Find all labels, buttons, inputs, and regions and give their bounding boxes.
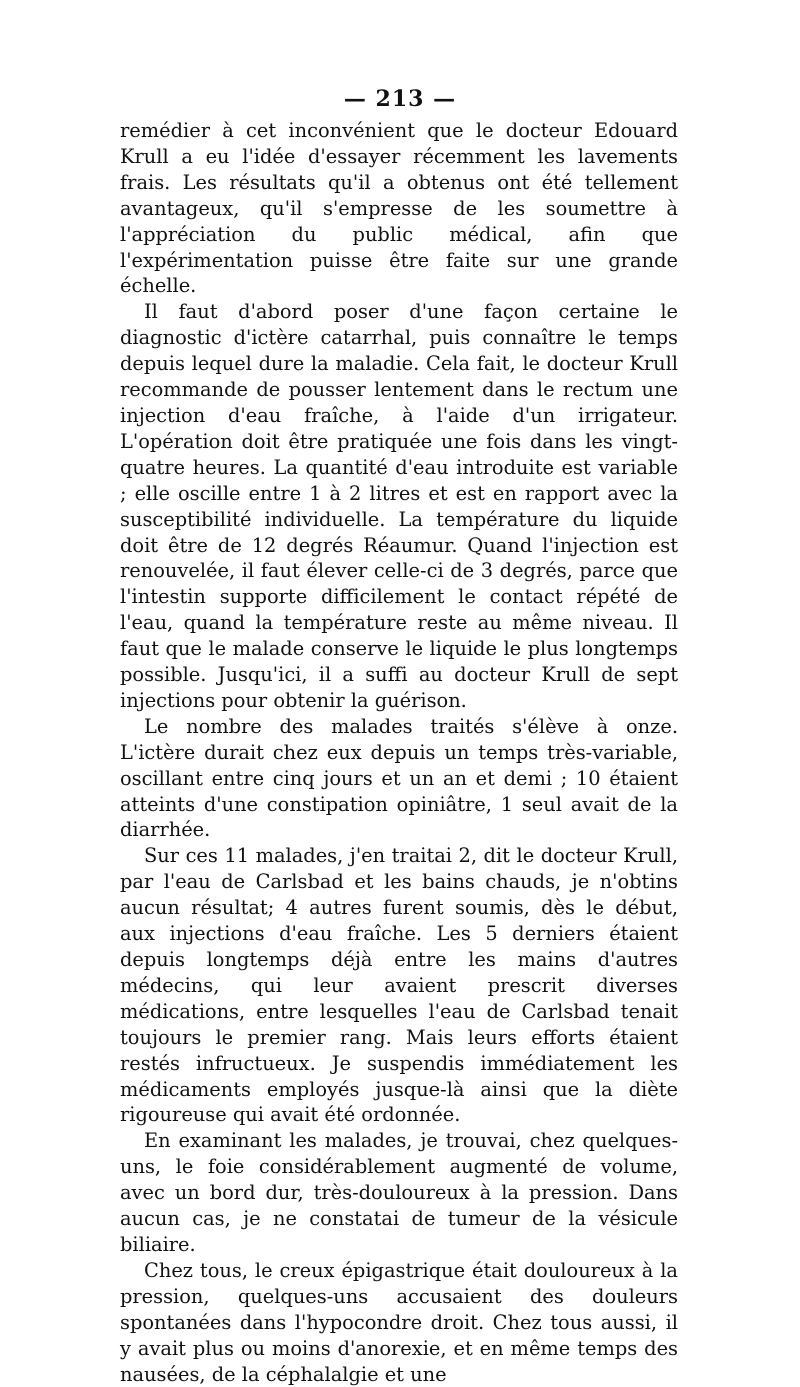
paragraph-patient-count: Le nombre des malades traités s'élève à onze. L'ictère durait chez eux depuis un temps très-variable, oscillant entre cinq jours et un an et demi ; 10 étaient atteints d'une constipation opiniâtre, 1 seul avait de la diarrhée.	[120, 714, 678, 842]
paragraph-examination: En examinant les malades, je trouvai, chez quelques-uns, le foie considérablement augmenté de volume, avec un bord dur, très-douloureux à la pression. Dans aucun cas, je ne constatai de tumeur de la vésicule biliaire.	[120, 1129, 678, 1256]
paragraph-treatment-results: Sur ces 11 malades, j'en traitai 2, dit le docteur Krull, par l'eau de Carlsbad et les bains chauds, je n'obtins aucun résultat; 4 autres furent soumis, dès le début, aux injections d'eau fraîche. Les 5 derniers étaient depuis longtemps déjà entre les mains d'autres médecins, qui leur avaient prescrit diverses médications, entre lesquelles l'eau de Carlsbad tenait toujours le premier rang. Mais leurs efforts étaient restés infructueux. Je suspendis immédiatement les médicaments employés jusque-là ainsi que la diète rigoureuse qui avait été ordonnée.	[120, 844, 678, 1127]
paragraph-continuation: remédier à cet inconvénient que le docteur Edouard Krull a eu l'idée d'essayer récemment les lavements frais. Les résultats qu'il a obtenus ont été tellement avantageux, qu'il s'empresse de les soumettre à l'appréciation du public médical, afin que l'expérimentation puisse être faite sur une grande échelle.	[120, 119, 678, 298]
paragraph-diagnostic-method: Il faut d'abord poser d'une façon certaine le diagnostic d'ictère catarrhal, puis connaître le temps depuis lequel dure la maladie. Cela fait, le docteur Krull recommande de pousser lentement dans le rectum une injection d'eau fraîche, à l'aide d'un irrigateur. L'opération doit être pratiquée une fois dans les vingt-quatre heures. La quantité d'eau introduite est variable ; elle oscille entre 1 à 2 litres et est en rapport avec la susceptibilité individuelle. La température du liquide doit être de 12 degrés Réaumur. Quand l'injection est renouvelée, il faut élever celle-ci de 3 degrés, parce que l'intestin supporte difficilement le contact répété de l'eau, quand la température reste au même niveau. Il faut que le malade conserve le liquide le plus longtemps possible. Jusqu'ici, il a suffi au docteur Krull de sept injections pour obtenir la guérison.	[120, 300, 678, 712]
body-text	[120, 118, 678, 1387]
page-number: — 213 —	[343, 86, 457, 112]
paragraph-symptoms: Chez tous, le creux épigastrique était douloureux à la pression, quelques-uns accusaient des douleurs spontanées dans l'hypocondre droit. Chez tous aussi, il y avait plus ou moins d'anorexie, et en même temps des nausées, de la céphalalgie et une	[120, 1258, 678, 1386]
